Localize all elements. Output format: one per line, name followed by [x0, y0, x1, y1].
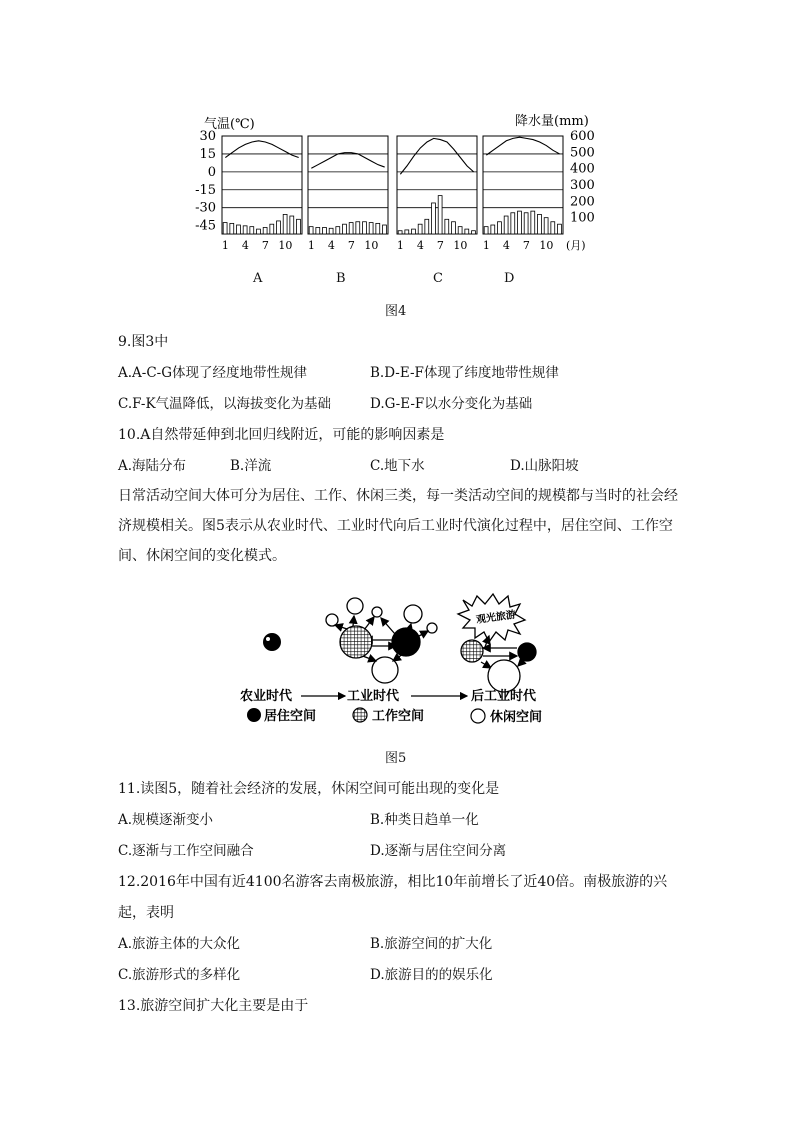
month-tick: 7	[261, 239, 269, 252]
month-tick: 10	[278, 239, 293, 252]
chart-label-d: D	[504, 271, 515, 286]
chart-frame	[483, 136, 563, 234]
month-tick: 4	[502, 239, 510, 252]
question-11-stem: 11.读图5，随着社会经济的发展，休闲空间可能出现的变化是	[118, 781, 500, 797]
precip-bar	[558, 224, 562, 234]
precip-bar	[343, 224, 347, 234]
precip-bar	[369, 223, 373, 234]
precip-bar	[323, 227, 327, 234]
industrial-cluster	[326, 598, 437, 683]
precip-bar	[336, 227, 340, 234]
precip-bar	[257, 229, 261, 234]
month-tick: 1	[396, 239, 404, 252]
legend-leisure-icon	[471, 709, 485, 723]
precip-bar	[518, 211, 522, 234]
space-evolution-diagram	[235, 590, 565, 735]
precip-bar	[250, 227, 254, 234]
climate-charts	[190, 108, 610, 288]
question-12-stem-line2: 起，表明	[118, 905, 174, 921]
chart-label-c: C	[433, 271, 443, 286]
precip-bar	[425, 219, 429, 234]
precip-bar	[405, 230, 409, 234]
q11-option-d[interactable]: D.逐渐与居住空间分离	[370, 843, 507, 859]
context-paragraph: 日常活动空间大体可分为居住、工作、休闲三类，每一类活动空间的规模都与当时的社会经济规模相关。图5表示从农业时代、工业时代向后工业时代演化过程中，居住空间、工作空间、休闲空间的变化模式。	[118, 488, 678, 564]
chart-frame	[308, 136, 388, 234]
precip-bar	[445, 219, 449, 234]
precip-bar	[383, 225, 387, 234]
precip-bar	[438, 196, 442, 234]
precip-bar	[356, 222, 360, 234]
post-industrial-cluster	[458, 594, 536, 692]
precip-bar	[263, 227, 267, 234]
precip-bar	[452, 222, 456, 234]
precip-axis-label: 降水量(mm)	[515, 114, 589, 129]
month-tick: 1	[221, 239, 229, 252]
month-tick: 4	[241, 239, 249, 252]
precip-bar	[458, 227, 462, 234]
q10-option-a[interactable]: A.海陆分布	[118, 458, 187, 474]
figure-5-caption: 图5	[385, 751, 407, 766]
q12-option-a[interactable]: A.旅游主体的大众化	[118, 936, 241, 952]
precip-bar	[465, 229, 469, 234]
precip-bar	[376, 223, 380, 234]
precip-bar	[498, 222, 502, 234]
figure-5	[235, 590, 565, 735]
precip-bar	[484, 227, 488, 234]
precip-bar	[412, 229, 416, 234]
precip-bar	[290, 216, 294, 234]
precip-bar	[329, 228, 333, 234]
month-unit: (月)	[566, 239, 586, 252]
q12-option-c[interactable]: C.旅游形式的多样化	[118, 967, 241, 983]
precip-bar	[432, 203, 436, 234]
q11-option-b[interactable]: B.种类日趋单一化	[370, 812, 479, 828]
temp-tick: -15	[195, 182, 216, 198]
month-tick: 7	[522, 239, 530, 252]
temp-tick: 0	[207, 164, 216, 180]
q12-option-b[interactable]: B.旅游空间的扩大化	[370, 936, 493, 952]
figure-4-caption: 图4	[385, 304, 407, 319]
precip-bar	[398, 231, 402, 234]
climate-chart-b	[308, 136, 388, 252]
precip-tick: 600	[570, 129, 595, 144]
month-tick: 1	[307, 239, 315, 252]
climate-chart-c	[397, 136, 477, 252]
chart-frame	[397, 136, 477, 234]
q10-option-d[interactable]: D.山脉阳坡	[510, 458, 579, 474]
question-13-stem: 13.旅游空间扩大化主要是由于	[118, 998, 309, 1014]
era-post-industrial: 后工业时代	[471, 689, 537, 704]
precip-bar	[316, 227, 320, 234]
month-tick: 7	[347, 239, 355, 252]
era-industrial: 工业时代	[347, 689, 400, 704]
agri-residence-dot	[263, 633, 281, 651]
q9-option-a[interactable]: A.A-C-G体现了经度地带性规律	[118, 365, 308, 381]
figure-4	[190, 108, 610, 288]
q11-option-a[interactable]: A.规模逐渐变小	[118, 812, 214, 828]
temp-axis-label: 气温(℃)	[204, 117, 255, 132]
q12-option-d[interactable]: D.旅游目的的娱乐化	[370, 967, 493, 983]
month-tick: 10	[539, 239, 554, 252]
q9-option-b[interactable]: B.D-E-F体现了纬度地带性规律	[370, 365, 559, 381]
tourism-burst-label: 观光旅游	[475, 609, 517, 627]
month-tick: 1	[482, 239, 490, 252]
precip-tick: 200	[570, 194, 595, 210]
chart-label-b: B	[336, 271, 346, 286]
precip-bar	[277, 221, 281, 234]
precip-bar	[504, 216, 508, 234]
legend-residence-icon	[247, 708, 261, 722]
precip-bar	[297, 219, 301, 234]
precip-bar	[309, 227, 313, 234]
precip-bar	[491, 225, 495, 234]
legend-residence: 居住空间	[264, 709, 317, 724]
question-9-stem: 9.图3中	[118, 334, 169, 350]
month-tick: 7	[436, 239, 444, 252]
month-tick: 10	[364, 239, 379, 252]
question-10-stem: 10.A自然带延伸到北回归线附近，可能的影响因素是	[118, 427, 445, 443]
era-agricultural: 农业时代	[240, 689, 293, 704]
temp-tick: -30	[195, 200, 216, 216]
q11-option-c[interactable]: C.逐渐与工作空间融合	[118, 843, 254, 859]
chart-label-a: A	[253, 271, 263, 286]
precip-bar	[551, 222, 555, 234]
month-tick: 4	[327, 239, 335, 252]
q9-option-c[interactable]: C.F-K气温降低，以海拔变化为基础	[118, 396, 332, 412]
precip-bar	[223, 223, 227, 234]
q10-option-b[interactable]: B.洋流	[230, 458, 272, 474]
q10-option-c[interactable]: C.地下水	[370, 458, 425, 474]
precip-bar	[349, 223, 353, 234]
precip-bar	[472, 231, 476, 234]
precip-bar	[511, 213, 515, 234]
precip-bar	[538, 214, 542, 234]
legend-work-icon	[353, 708, 367, 722]
month-tick: 4	[416, 239, 424, 252]
precip-bar	[418, 224, 422, 234]
question-12-stem-line1: 12.2016年中国有近4100名游客去南极旅游，相比10年前增长了近40倍。南极旅游的兴	[118, 874, 668, 890]
precip-bar	[237, 225, 241, 234]
precip-tick: 300	[570, 178, 595, 193]
climate-chart-d	[483, 136, 563, 252]
month-tick: 10	[453, 239, 468, 252]
temp-tick: 30	[199, 129, 216, 144]
precip-tick: 400	[570, 161, 595, 177]
precip-bar	[270, 224, 274, 234]
precip-bar	[531, 211, 535, 234]
precip-tick: 100	[570, 210, 595, 226]
precip-bar	[363, 222, 367, 234]
temp-tick: -45	[195, 218, 216, 234]
precip-bar	[524, 213, 528, 234]
precip-bar	[283, 214, 287, 234]
q9-option-d[interactable]: D.G-E-F以水分变化为基础	[370, 396, 533, 412]
legend-work: 工作空间	[372, 709, 425, 724]
climate-chart-a	[222, 136, 302, 252]
precip-tick: 500	[570, 145, 595, 161]
precip-bar	[544, 218, 548, 234]
temp-tick: 15	[199, 146, 216, 162]
legend-leisure: 休闲空间	[490, 710, 543, 725]
precip-bar	[243, 226, 247, 234]
precip-bar	[230, 223, 234, 234]
